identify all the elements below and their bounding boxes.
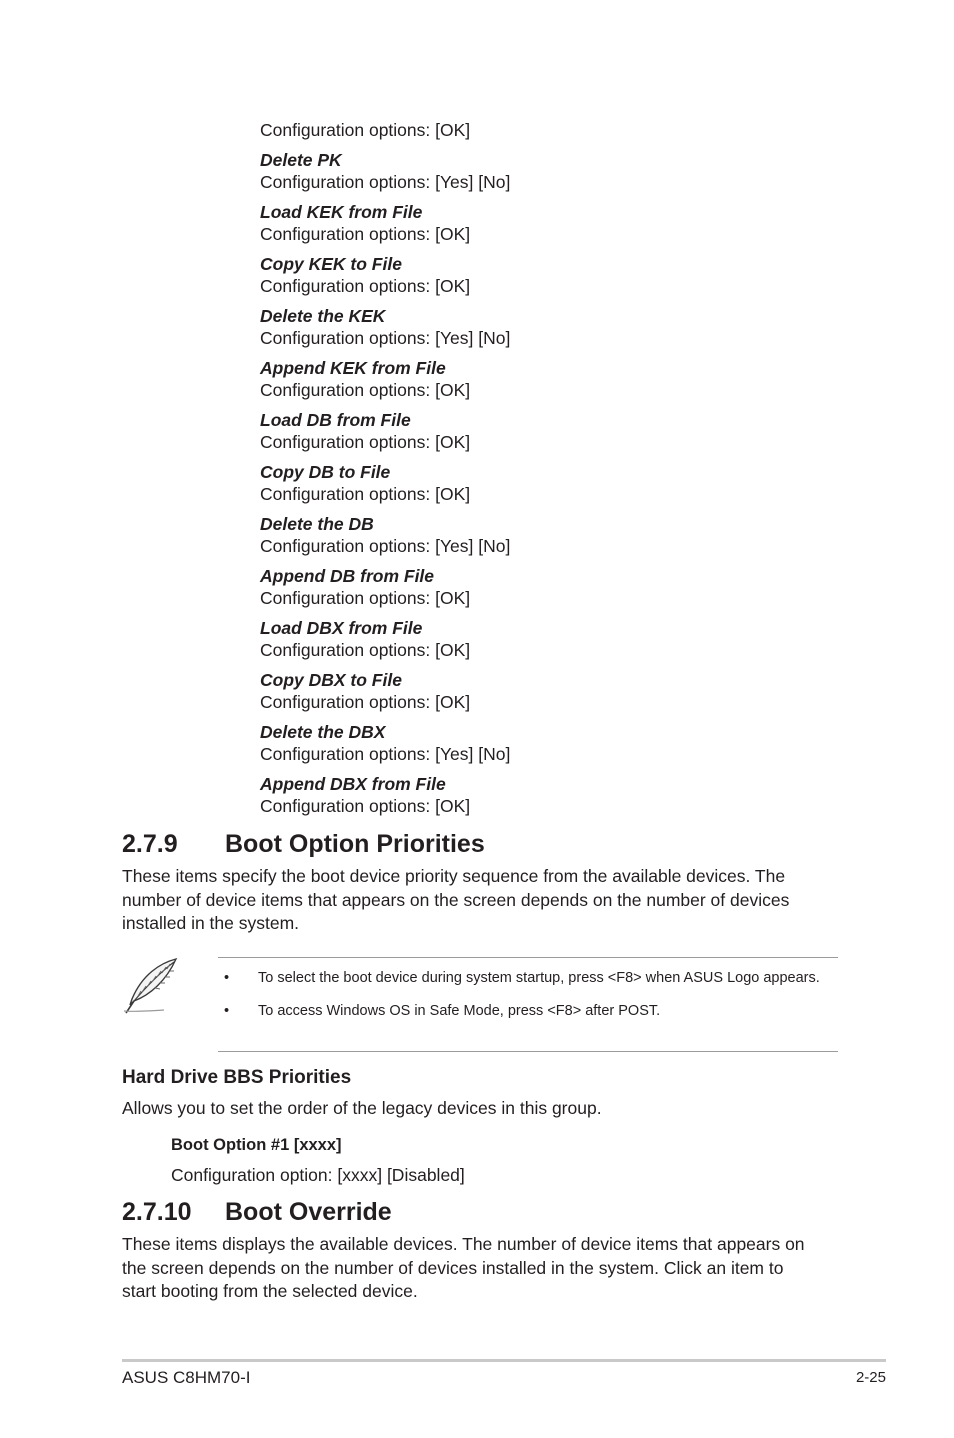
option-title: Append DBX from File [260, 774, 446, 794]
option-item [260, 513, 820, 557]
option-config-text: Configuration options: [OK] [260, 224, 471, 244]
section-heading-boot-override [122, 1197, 392, 1227]
option-list [260, 119, 820, 825]
section-title: Boot Override [225, 1198, 392, 1226]
option-title: Load KEK from File [260, 202, 423, 222]
footer-page-number: 2-25 [855, 1369, 886, 1386]
option-config-text: Configuration options: [OK] [260, 484, 471, 504]
option-item [260, 617, 820, 661]
section-heading-boot-option-priorities [122, 829, 485, 859]
boot-option-config: Configuration option: [xxxx] [Disabled] [171, 1165, 465, 1185]
section-title: Boot Option Priorities [225, 830, 485, 858]
section-body: These items displays the available devices. The number of device items that appears on the screen depends on the number of devices installed in the system. Click an item to start booting from the selected device. [122, 1234, 805, 1301]
footer-rule [122, 1359, 886, 1362]
note-item [222, 968, 822, 988]
section-number: 2.7.9 [122, 830, 178, 858]
note-text: To select the boot device during system startup, press <F8> when ASUS Logo appears. [258, 970, 820, 986]
option-config-text: Configuration options: [OK] [260, 276, 471, 296]
option-config-text: Configuration options: [Yes] [No] [260, 328, 511, 348]
option-title: Copy DBX to File [260, 670, 402, 690]
option-title: Append DB from File [260, 566, 435, 586]
option-item [260, 305, 820, 349]
option-title: Load DB from File [260, 410, 411, 430]
option-config-text: Configuration options: [OK] [260, 432, 471, 452]
option-title: Copy DB to File [260, 462, 391, 482]
footer-product-name: ASUS C8HM70-I [122, 1368, 251, 1387]
quill-pen-icon [120, 955, 182, 1017]
option-config-text: Configuration options: [Yes] [No] [260, 172, 511, 192]
option-config-text: Configuration options: [OK] [260, 796, 471, 816]
note-list [222, 968, 822, 1034]
option-item [260, 461, 820, 505]
option-title: Delete PK [260, 150, 342, 170]
subheading-body: Allows you to set the order of the legacy devices in this group. [122, 1098, 602, 1118]
note-item [222, 1001, 822, 1021]
subheading-hard-drive-bbs: Hard Drive BBS Priorities [122, 1067, 352, 1088]
bullet: • [224, 1003, 230, 1019]
option-config-text: Configuration options: [OK] [260, 588, 471, 608]
note-text: To access Windows OS in Safe Mode, press <F8> after POST. [258, 1003, 661, 1019]
option-item [260, 409, 820, 453]
option-item [260, 721, 820, 765]
section-body: These items specify the boot device priority sequence from the available devices. The number of device items that appears on the screen depends on the number of devices installed in the system. [122, 866, 790, 933]
option-item [260, 565, 820, 609]
option-config-text: Configuration options: [OK] [260, 692, 471, 712]
option-title: Delete the DBX [260, 722, 386, 742]
note-top-rule [218, 957, 838, 958]
option-title: Copy KEK to File [260, 254, 402, 274]
note-bottom-rule [218, 1051, 838, 1052]
option-config-text: Configuration options: [OK] [260, 120, 471, 140]
bullet: • [224, 970, 230, 986]
boot-option-heading: Boot Option #1 [xxxx] [171, 1136, 342, 1154]
option-title: Load DBX from File [260, 618, 423, 638]
option-config-text: Configuration options: [Yes] [No] [260, 536, 511, 556]
section-number: 2.7.10 [122, 1198, 192, 1226]
option-config-text: Configuration options: [OK] [260, 380, 471, 400]
option-config-text: Configuration options: [Yes] [No] [260, 744, 511, 764]
option-item [260, 149, 820, 193]
option-title: Append KEK from File [260, 358, 446, 378]
option-item [260, 253, 820, 297]
option-item [260, 669, 820, 713]
option-item [260, 357, 820, 401]
option-item [260, 201, 820, 245]
option-title: Delete the DB [260, 514, 374, 534]
option-item [260, 773, 820, 817]
option-config-text: Configuration options: [OK] [260, 640, 471, 660]
option-title: Delete the KEK [260, 306, 386, 326]
